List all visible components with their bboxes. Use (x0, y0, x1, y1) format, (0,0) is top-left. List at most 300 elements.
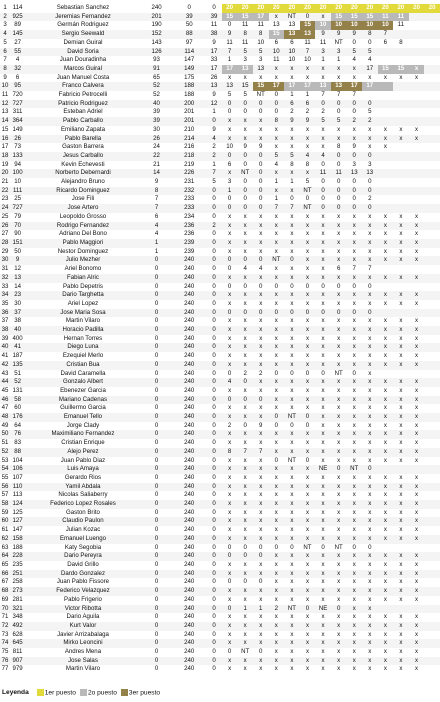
race-result-cell: x (269, 570, 285, 579)
race-result-cell: x (337, 456, 341, 464)
race-result-cell: 20 (378, 4, 394, 13)
race-result-cell: 2 (206, 222, 222, 231)
race-result-cell: x (315, 13, 331, 22)
gap-cell: 240 (172, 361, 206, 370)
race-result-cell: x (415, 473, 419, 481)
race-result-cell: x (399, 456, 403, 464)
race-result-cell: x (243, 125, 247, 133)
race-result-cell: x (274, 630, 278, 638)
race-result-cell (424, 517, 440, 526)
race-result-cell: x (331, 570, 347, 579)
race-result-cell (424, 213, 440, 222)
race-result-cell: x (243, 508, 247, 516)
race-result-cell: x (337, 230, 341, 238)
race-result-cell: x (253, 135, 269, 144)
gap-cell: 240 (184, 299, 195, 307)
race-result-cell: x (362, 343, 378, 352)
race-result-cell: x (315, 413, 331, 422)
position-cell: 3 (3, 21, 7, 29)
race-result-cell: 13 (206, 82, 222, 91)
race-result-cell: x (274, 334, 278, 342)
race-result-cell: x (409, 500, 425, 509)
race-result-cell: x (368, 561, 372, 568)
gap-cell: 236 (184, 230, 195, 238)
race-result-cell: 5 (315, 117, 331, 126)
race-result-cell: 2 (305, 108, 310, 116)
gap-cell: 210 (184, 125, 195, 133)
race-result-cell: x (305, 491, 309, 499)
race-result-cell: x (305, 212, 309, 220)
table-row (0, 352, 440, 361)
table-row (0, 291, 440, 300)
race-result-cell: x (378, 622, 394, 631)
race-result-cell: 0 (290, 369, 294, 377)
points-cell: 0 (141, 483, 172, 492)
position-cell: 33 (1, 282, 9, 290)
gap-cell: 240 (184, 613, 195, 621)
race-result-cell: x (253, 343, 269, 352)
race-result-cell (424, 483, 440, 492)
race-result-cell: x (352, 386, 356, 394)
race-result-cell: x (284, 187, 300, 196)
race-result-cell: 1 (274, 178, 279, 186)
table-row (0, 430, 440, 439)
race-result-cell: x (228, 439, 232, 447)
race-result-cell: x (290, 561, 294, 568)
race-result-cell (424, 135, 440, 144)
points-cell: 0 (154, 630, 159, 638)
race-result-cell (424, 82, 440, 91)
race-result-cell: 0 (259, 578, 263, 586)
race-result-cell: 13 (346, 169, 362, 178)
race-result-cell: 4 (352, 56, 356, 64)
race-result-cell (409, 100, 425, 109)
race-result-cell (424, 352, 440, 361)
table-row (0, 648, 440, 657)
race-result-cell: 0 (253, 100, 269, 109)
driver-name-cell: Emanuel Tello (25, 413, 141, 422)
race-result-cell: 7 (237, 448, 253, 457)
race-result-cell: 0 (362, 152, 378, 161)
race-result-cell: x (321, 665, 325, 673)
position-cell: 2 (0, 13, 10, 22)
race-result-cell (424, 439, 440, 448)
race-result-cell: x (222, 639, 238, 648)
race-result-cell: x (243, 561, 247, 568)
race-result-cell: 0 (212, 299, 216, 307)
position-cell: 50 (1, 430, 9, 438)
race-result-cell: 6 (227, 160, 232, 168)
gap-cell: 175 (184, 73, 195, 81)
driver-name-cell: Jeremias Fernandez (25, 13, 141, 22)
race-result-cell: x (269, 535, 285, 544)
race-result-cell: x (305, 473, 309, 481)
driver-name-cell: Leopoldo Grosso (59, 212, 107, 220)
race-result-cell: x (378, 413, 394, 422)
race-result-cell: x (368, 386, 372, 394)
car-number-cell: 127 (10, 517, 25, 526)
race-result-cell: x (362, 222, 378, 231)
race-result-cell (393, 161, 409, 170)
race-result-cell: 0 (253, 256, 269, 265)
race-result-cell: x (222, 361, 238, 370)
position-cell: 68 (1, 587, 9, 595)
race-result-cell: x (352, 526, 356, 534)
race-result-cell (393, 91, 409, 100)
race-result-cell: x (368, 595, 372, 603)
race-result-cell: 4 (222, 378, 238, 387)
position-cell: 59 (1, 508, 9, 516)
driver-name-cell: Gerardo Rios (64, 473, 102, 481)
race-result-cell: 10 (269, 48, 285, 57)
race-result-cell: 9 (212, 38, 216, 46)
race-result-cell (409, 204, 425, 213)
table-row (0, 169, 440, 178)
race-result-cell: x (362, 135, 378, 144)
position-cell: 52 (1, 447, 9, 455)
race-result-cell: x (284, 343, 300, 352)
table-row (0, 465, 440, 474)
gap-cell: 240 (172, 517, 206, 526)
race-result-cell: x (300, 535, 316, 544)
race-result-cell: NT (237, 169, 253, 178)
race-result-cell: 0 (352, 195, 356, 203)
race-result-cell: x (284, 535, 300, 544)
race-result-cell: 0 (206, 378, 222, 387)
position-cell: 41 (1, 352, 9, 360)
race-result-cell: x (237, 222, 253, 231)
race-result-cell: x (305, 247, 309, 255)
race-result-cell: x (284, 500, 300, 509)
race-result-cell: x (305, 630, 309, 638)
race-result-cell: x (222, 117, 238, 126)
race-result-cell: 9 (331, 30, 347, 39)
race-result-cell (409, 605, 425, 614)
table-row (0, 361, 440, 370)
race-result-cell: 8 (290, 160, 294, 168)
race-result-cell: x (378, 535, 394, 544)
race-result-cell: 0 (237, 152, 253, 161)
race-result-cell: x (331, 657, 347, 666)
race-result-cell: x (269, 587, 285, 596)
race-result-cell: x (399, 526, 403, 534)
table-row (0, 187, 440, 196)
race-result-cell (424, 230, 440, 239)
race-result-cell (378, 169, 394, 178)
race-result-cell: x (237, 430, 253, 439)
race-result-cell (393, 187, 409, 196)
gap-cell: 88 (172, 30, 206, 39)
race-result-cell: x (284, 239, 300, 248)
race-result-cell: x (305, 508, 309, 516)
race-result-cell: 17 (222, 65, 238, 74)
race-result-cell: x (300, 169, 316, 178)
race-result-cell (409, 39, 425, 48)
race-result-cell: x (399, 334, 403, 342)
race-result-cell: x (368, 491, 372, 499)
race-result-cell: x (337, 526, 341, 534)
race-result-cell: x (399, 613, 403, 621)
race-result-cell: x (399, 247, 403, 255)
race-result-cell: x (346, 65, 362, 74)
race-result-cell: 0 (331, 465, 347, 474)
race-result-cell: x (415, 404, 419, 412)
race-result-cell: 17 (362, 65, 378, 74)
race-result-cell: x (331, 430, 347, 439)
position-cell: 69 (1, 595, 9, 603)
driver-name-cell: Emanuel Luengo (25, 535, 141, 544)
race-result-cell: x (290, 143, 294, 151)
race-result-cell (393, 265, 409, 274)
race-result-cell: 7 (300, 48, 316, 57)
race-result-cell: x (409, 343, 425, 352)
position-cell: 6 (0, 48, 10, 57)
race-result-cell: x (352, 613, 356, 621)
driver-name-cell: Ebenezer Garcia (60, 386, 106, 394)
table-row (0, 256, 440, 265)
race-result-cell: x (290, 491, 294, 499)
race-result-cell: 13 (237, 65, 253, 74)
race-result-cell: 6 (336, 265, 341, 273)
race-result-cell: x (274, 143, 278, 151)
race-result-cell (424, 143, 440, 152)
race-result-cell: 11 (242, 21, 249, 29)
race-result-cell: x (331, 256, 347, 265)
gap-cell: 240 (172, 587, 206, 596)
driver-name-cell: Jose Fili (71, 195, 95, 203)
race-result-cell: x (290, 334, 294, 342)
race-result-cell: 15 (222, 13, 238, 22)
race-result-cell: x (315, 343, 331, 352)
race-result-cell: 0 (346, 309, 362, 318)
race-result-cell: x (362, 256, 378, 265)
race-result-cell: 5 (368, 108, 372, 116)
race-result-cell: x (368, 334, 372, 342)
gap-cell: 239 (184, 247, 195, 255)
gap-cell: 240 (184, 421, 195, 429)
race-result-cell: 0 (259, 282, 263, 290)
race-result-cell: x (399, 317, 403, 325)
race-result-cell: 12 (206, 100, 222, 109)
race-result-cell: 0 (352, 108, 356, 116)
race-result-cell (409, 13, 425, 22)
driver-name-cell: Gonzalo Albert (25, 378, 141, 387)
car-number-cell: 64 (14, 421, 21, 429)
gap-cell: 240 (172, 657, 206, 666)
gap-cell: 240 (184, 334, 195, 342)
legend-label-first: 1er puesto (44, 689, 76, 697)
race-result-cell (424, 126, 440, 135)
race-result-cell: x (243, 613, 247, 621)
race-result-cell: x (321, 386, 325, 394)
race-result-cell: x (243, 317, 247, 325)
position-cell: 62 (1, 534, 9, 542)
race-result-cell (424, 570, 440, 579)
race-result-cell: 7 (368, 265, 372, 273)
race-result-cell: 0 (274, 421, 279, 429)
driver-name-cell: Alejo Perez (25, 448, 141, 457)
car-number-cell: 273 (10, 587, 25, 596)
legend (2, 689, 160, 696)
race-result-cell: x (243, 386, 247, 394)
race-result-cell: 0 (368, 282, 372, 290)
race-result-cell: x (284, 639, 300, 648)
race-result-cell: x (315, 326, 331, 335)
race-result-cell: 20 (253, 4, 269, 13)
car-number-cell: 89 (14, 21, 21, 29)
race-result-cell: 0 (269, 309, 285, 318)
race-result-cell: 0 (346, 204, 362, 213)
race-result-cell: 3 (315, 48, 331, 57)
race-result-cell: 0 (362, 204, 378, 213)
race-result-cell: x (243, 491, 247, 499)
race-result-cell: x (409, 239, 425, 248)
table-row (0, 613, 440, 622)
position-cell: 26 (1, 221, 9, 229)
race-result-cell: x (409, 535, 425, 544)
race-result-cell: x (362, 396, 378, 405)
race-result-cell: x (290, 230, 294, 238)
race-result-cell: 0 (206, 430, 222, 439)
race-result-cell: 0 (321, 369, 325, 377)
driver-name-cell: Franco Calvera (25, 82, 141, 91)
position-cell: 9 (3, 73, 7, 81)
race-result-cell: 3 (331, 48, 347, 57)
driver-name-cell: Cristian Enrique (61, 439, 105, 447)
race-result-cell (424, 74, 440, 83)
car-number-cell: 187 (12, 352, 23, 360)
race-result-cell (409, 465, 425, 474)
table-row (0, 13, 440, 22)
race-result-cell: x (253, 326, 269, 335)
race-result-cell: 0 (227, 543, 232, 551)
race-result-cell (424, 117, 440, 126)
race-result-cell: x (352, 473, 356, 481)
table-row (0, 448, 440, 457)
position-cell: 24 (1, 204, 9, 212)
race-result-cell: x (383, 473, 387, 481)
position-cell: 60 (1, 517, 9, 525)
gap-cell: 218 (172, 152, 206, 161)
car-number-cell: 124 (10, 500, 25, 509)
race-result-cell: x (362, 430, 378, 439)
race-result-cell: x (259, 439, 263, 447)
race-result-cell (424, 370, 440, 379)
gap-cell: 240 (184, 561, 195, 568)
driver-name-cell: Juan Douradinha (59, 56, 107, 64)
race-result-cell (393, 117, 409, 126)
car-number-cell: 114 (12, 4, 23, 11)
race-result-cell (393, 544, 409, 553)
race-result-cell: 0 (253, 552, 269, 561)
driver-name-cell: Patricio Rodriguez (25, 100, 141, 109)
race-result-cell: x (222, 517, 238, 526)
race-result-cell: x (393, 413, 409, 422)
race-result-cell: x (331, 361, 347, 370)
race-result-cell (409, 117, 425, 126)
race-result-cell: 0 (227, 369, 232, 377)
race-result-cell: 0 (305, 369, 310, 377)
position-cell: 55 (1, 473, 9, 481)
race-result-cell: 0 (206, 256, 222, 265)
gap-cell: 39 (172, 13, 206, 22)
driver-name-cell: Pablo Carballo (25, 117, 141, 126)
race-result-cell: x (274, 265, 278, 273)
driver-name-cell: Pablo Barella (25, 135, 141, 144)
race-result-cell (393, 169, 409, 178)
car-number-cell: 88 (10, 448, 25, 457)
race-result-cell: x (284, 222, 300, 231)
race-result-cell: 0 (206, 622, 222, 631)
race-result-cell (409, 169, 425, 178)
race-result-cell: x (415, 317, 419, 325)
race-result-cell: x (368, 299, 372, 307)
race-result-cell: x (383, 352, 387, 360)
race-result-cell: x (378, 222, 394, 231)
race-result-cell: 5 (212, 178, 216, 186)
race-result-cell: x (352, 299, 356, 307)
race-result-cell: x (409, 135, 425, 144)
race-result-cell: x (274, 386, 278, 394)
driver-name-cell: Juan Pablo Diaz (60, 456, 106, 464)
race-result-cell: x (415, 456, 419, 464)
race-result-cell: x (368, 352, 372, 360)
race-result-cell: x (222, 657, 238, 666)
race-result-cell: x (331, 517, 347, 526)
table-row (0, 491, 440, 500)
race-result-cell: x (269, 622, 285, 631)
race-result-cell: x (290, 299, 294, 307)
points-cell: 0 (141, 587, 172, 596)
race-result-cell: x (315, 517, 331, 526)
race-result-cell: 17 (300, 82, 316, 91)
points-cell: 0 (154, 508, 159, 516)
table-row (0, 335, 440, 344)
table-row (0, 283, 440, 292)
race-result-cell: 0 (212, 212, 216, 220)
position-cell: 65 (1, 561, 9, 568)
race-result-cell: 11 (210, 21, 218, 29)
race-result-cell: x (300, 274, 316, 283)
driver-name-cell: Jorge Clady (66, 421, 100, 429)
race-result-cell: x (300, 326, 316, 335)
race-result-cell (424, 300, 440, 309)
race-result-cell: 1 (212, 108, 216, 116)
race-result-cell: x (393, 135, 409, 144)
race-result-cell: 11 (273, 56, 280, 64)
race-result-cell: x (337, 630, 341, 638)
race-result-cell: x (409, 570, 425, 579)
race-result-cell: x (228, 212, 232, 220)
race-result-cell: 5 (305, 178, 310, 186)
race-result-cell: x (290, 578, 294, 586)
table-row (0, 117, 440, 126)
race-result-cell: 11 (315, 169, 331, 178)
race-result-cell: x (290, 526, 294, 534)
race-result-cell: x (237, 274, 253, 283)
race-result-cell: x (346, 500, 362, 509)
race-result-cell: x (378, 500, 394, 509)
race-result-cell: 0 (222, 396, 238, 405)
points-cell: 39 (153, 108, 160, 116)
race-result-cell: x (337, 578, 341, 586)
race-result-cell: x (237, 135, 253, 144)
race-result-cell: x (237, 291, 253, 300)
points-cell: 0 (141, 343, 172, 352)
race-result-cell: 5 (269, 152, 285, 161)
position-cell: 36 (1, 308, 9, 316)
race-result-cell: x (415, 578, 419, 586)
